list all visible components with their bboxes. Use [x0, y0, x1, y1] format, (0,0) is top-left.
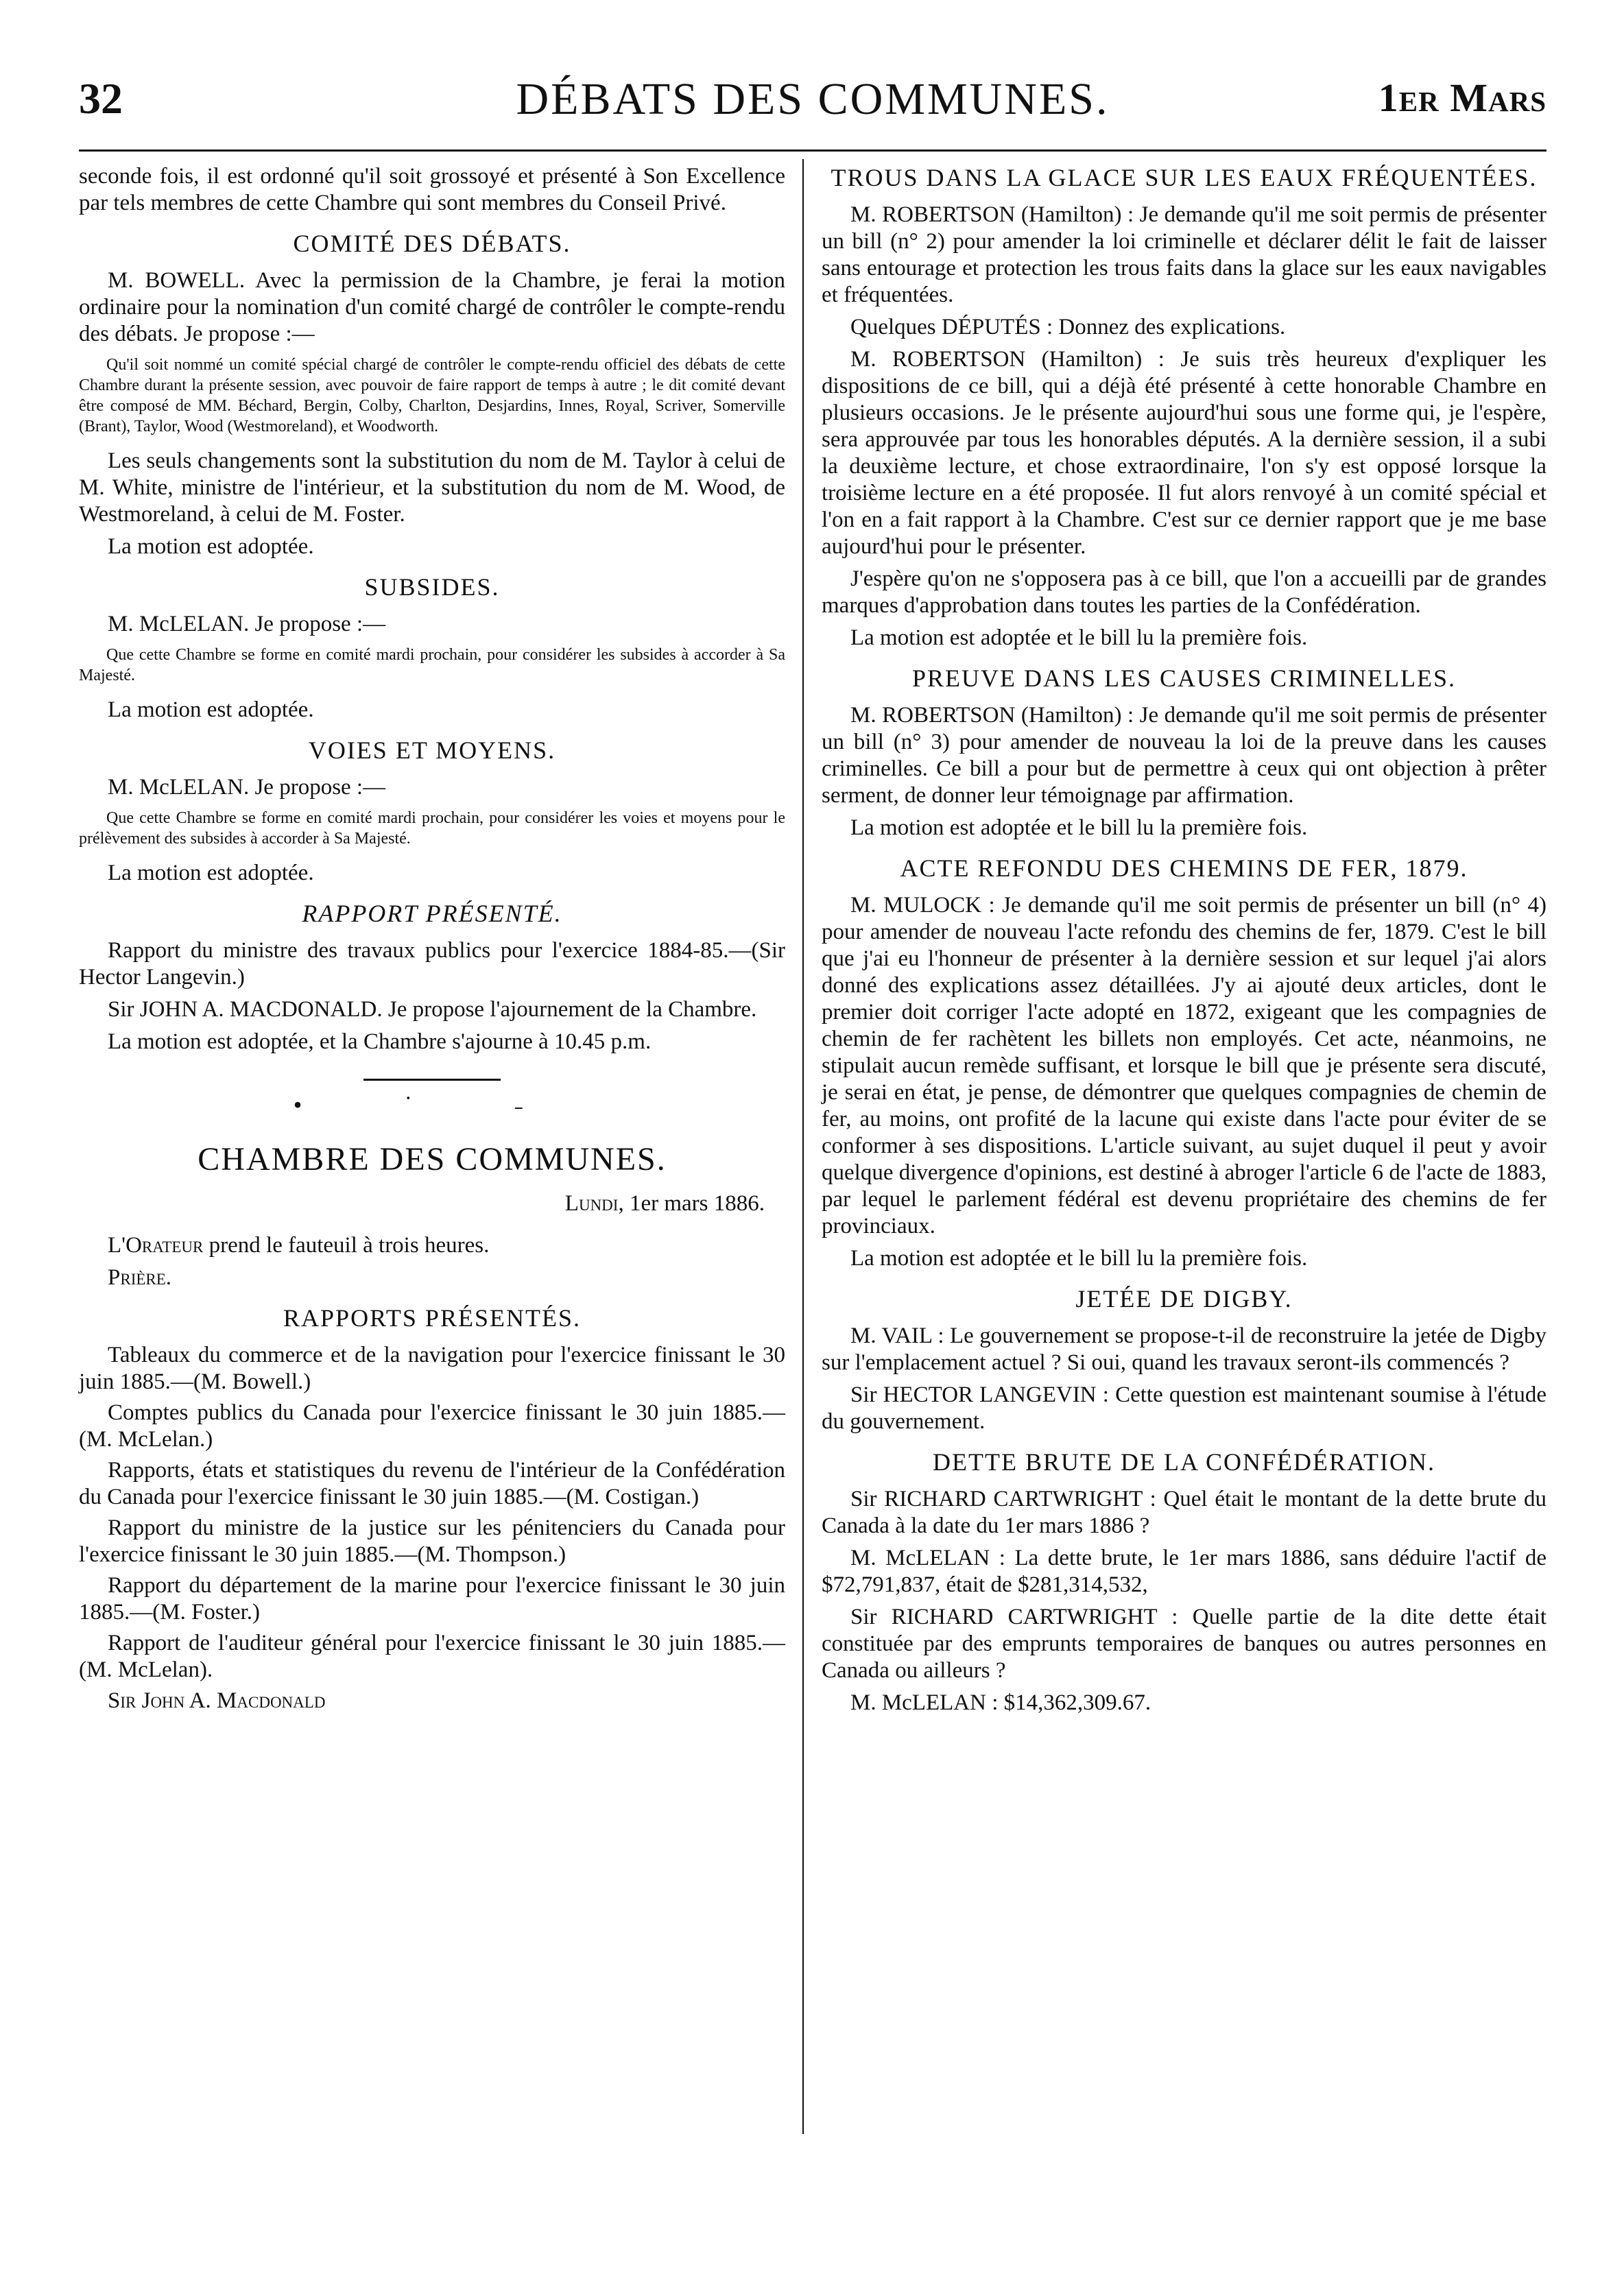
section-heading-jetee: JETÉE DE DIGBY.: [1075, 1285, 1293, 1313]
orateur-text: prend le fauteuil à trois heures.: [208, 1233, 490, 1258]
report-item: Sir John A. Macdonald: [108, 1688, 326, 1713]
section-heading-voies: VOIES ET MOYENS.: [308, 736, 556, 764]
report-item: Rapports, états et statistiques du revenu de l'intérieur de la Confédération du Canada pour l'exercice finissant le 30 juin 1885.—(M. Costigan.): [79, 1458, 785, 1509]
paragraph: Sir HECTOR LANGEVIN : Cette question est maintenant soumise à l'étude du gouvernement.: [822, 1382, 1547, 1434]
paragraph: La motion est adoptée et le bill lu la première fois.: [850, 625, 1308, 650]
section-divider: [363, 1079, 501, 1081]
paragraph: J'espère qu'on ne s'opposera pas à ce bill, que l'on a accueilli par de grandes marques d'approbation dans toutes les parties de la Confédération.: [822, 566, 1547, 618]
paragraph: Sir RICHARD CARTWRIGHT : Quel était le montant de la dette brute du Canada à la date du 1er mars 1886 ?: [822, 1487, 1547, 1538]
ornament-dots: • ˙ ˗: [293, 1091, 571, 1118]
right-column: [822, 163, 1547, 1722]
paragraph: M. McLELAN. Je propose :—: [108, 775, 386, 800]
paragraph: La motion est adoptée, et la Chambre s'ajourne à 10.45 p.m.: [108, 1029, 652, 1054]
paragraph: M. MULOCK : Je demande qu'il me soit permis de présenter un bill (n° 4) pour amender de nouveau l'acte refondu des chemins de fer, 1879. C'est le bill que j'ai eu l'honneur de présenter à la dernière session et sur lequel j'ai alors donné des explications assez détaillées. J'y ai ajouté deux articles, dont le premier doit corriger l'acte adopté en 1872, exigeant que les compagnies de chemin de fer rachètent les billets non employés. Cet acte, néanmoins, ne stipulait aucun remède suffisant, et lorsque le bill que je présente sera discuté, je serai en état, je pense, de démontrer que quelques compagnies de chemin de fer, au moins, ont profité de la lacune qui existe dans l'acte pour éviter de se conformer à ses dispositions. L'article suivant, au sujet duquel il peut y avoir quelque divergence d'opinions, est destiné à abroger l'article 6 de l'acte de 1883, par lequel le parlement fédéral est devenu propriétaire des chemins de fer provinciaux.: [822, 893, 1547, 1238]
paragraph: M. McLELAN : La dette brute, le 1er mars 1886, sans déduire l'actif de $72,791,837, était de $281,314,532,: [822, 1546, 1547, 1597]
section-heading-preuve: PREUVE DANS LES CAUSES CRIMINELLES.: [911, 664, 1457, 692]
priere: Prière.: [108, 1265, 172, 1290]
report-item: Comptes publics du Canada pour l'exercice finissant le 30 juin 1885.—(M. McLelan.): [79, 1400, 785, 1452]
section-heading-comite: COMITÉ DES DÉBATS.: [293, 230, 571, 257]
paragraph: [79, 1232, 785, 1259]
left-column: [79, 163, 785, 1718]
paragraph: M. McLELAN : $14,362,309.67.: [850, 1690, 1151, 1715]
paragraph: M. McLELAN. Je propose :—: [108, 612, 386, 636]
paragraph: Les seuls changements sont la substitution du nom de M. Taylor à celui de M. White, ministre de l'intérieur, et la substitution du nom de M. Wood, de Westmoreland, à celui de M. Foster.: [79, 448, 785, 527]
paragraph: La motion est adoptée.: [108, 861, 314, 885]
paragraph: Rapport du ministre des travaux publics pour l'exercice 1884-85.—(Sir Hector Langevin.): [79, 938, 785, 990]
paragraph: La motion est adoptée.: [108, 534, 314, 559]
section-heading-trous: TROUS DANS LA GLACE SUR LES EAUX FRÉQUENTÉES.: [831, 164, 1538, 191]
section-heading-subsides: SUBSIDES.: [364, 573, 500, 601]
sitting-heading: CHAMBRE DES COMMUNES.: [198, 1141, 667, 1177]
paragraph: La motion est adoptée et le bill lu la première fois.: [850, 1246, 1308, 1271]
page-number: 32: [79, 74, 123, 123]
report-item: Rapport de l'auditeur général pour l'exercice finissant le 30 juin 1885.—(M. McLelan).: [79, 1631, 785, 1682]
dateline-date: 1er mars 1886.: [629, 1191, 765, 1216]
paragraph: M. BOWELL. Avec la permission de la Chambre, je ferai la motion ordinaire pour la nomination d'un comité chargé de contrôler le compte-rendu des débats. Je propose :—: [79, 268, 785, 346]
paragraph: La motion est adoptée.: [108, 697, 314, 722]
report-item: Tableaux du commerce et de la navigation pour l'exercice finissant le 30 juin 1885.—(M. Bowell.): [79, 1343, 785, 1394]
dateline-day: Lundi,: [564, 1191, 624, 1216]
paragraph: Quelques DÉPUTÉS : Donnez des explications.: [850, 315, 1286, 339]
motion-text: Qu'il soit nommé un comité spécial chargé de contrôler le compte-rendu officiel des débats de cette Chambre durant la présente session, avec pouvoir de faire rapport de temps à autre ; le dit comité devant être composé de MM. Béchard, Bergin, Colby, Charlton, Desjardins, Innes, Royal, Scriver, Somerville (Brant), Taylor, Wood (Westmoreland), et Woodworth.: [79, 356, 785, 435]
header-date: 1er Mars: [1378, 75, 1547, 120]
paragraph: La motion est adoptée et le bill lu la première fois.: [850, 815, 1308, 840]
column-rule: [802, 159, 804, 2134]
report-item: Rapport du ministre de la justice sur les pénitenciers du Canada pour l'exercice finissant le 30 juin 1885.—(M. Thompson.): [79, 1516, 785, 1567]
running-header: [79, 65, 1547, 141]
orateur-label: L'Orateur: [108, 1233, 204, 1258]
journal-title: DÉBATS DES COMMUNES.: [516, 74, 1110, 124]
paragraph: M. ROBERTSON (Hamilton) : Je suis très heureux d'expliquer les dispositions de ce bill, qui a déjà été présenté à cette honorable Chambre en plusieurs occasions. Je le présente aujourd'hui sous une forme qui, je l'espère, sera approuvée par tous les honorables députés. A la dernière session, il a subi la deuxième lecture, et chose extraordinaire, l'on s'y est opposé lorsque la troisième lecture en a été proposée. Il fut alors renvoyé à un comité spécial et l'on en a fait rapport à la Chambre. C'est sur ce dernier rapport que je me base aujourd'hui pour le présenter.: [822, 347, 1547, 559]
section-heading-rapport: RAPPORT PRÉSENTÉ.: [302, 900, 562, 927]
sitting-dateline: [79, 1190, 765, 1217]
paragraph: M. ROBERTSON (Hamilton) : Je demande qu'il me soit permis de présenter un bill (n° 3) pour amender de nouveau la loi de la preuve dans les causes criminelles. Ce bill a pour but de permettre à ceux qui ont objection à prêter serment, de donner leur témoignage par affirmation.: [822, 703, 1547, 808]
paragraph: seconde fois, il est ordonné qu'il soit grossoyé et présenté à Son Excellence par tels membres de cette Chambre qui sont membres du Conseil Privé.: [79, 164, 785, 215]
section-heading-dette: DETTE BRUTE DE LA CONFÉDÉRATION.: [933, 1448, 1435, 1476]
section-heading-acte: ACTE REFONDU DES CHEMINS DE FER, 1879.: [900, 854, 1468, 882]
paragraph: Sir JOHN A. MACDONALD. Je propose l'ajournement de la Chambre.: [108, 997, 757, 1022]
motion-text: Que cette Chambre se forme en comité mardi prochain, pour considérer les voies et moyens pour le prélèvement des subsides à accorder à Sa Majesté.: [79, 809, 785, 848]
paragraph: Sir RICHARD CARTWRIGHT : Quelle partie de la dite dette était constituée par des emprunts temporaires de banques ou autres personnes en Canada ou ailleurs ?: [822, 1605, 1547, 1683]
section-heading-rapports: RAPPORTS PRÉSENTÉS.: [283, 1304, 581, 1332]
paragraph: M. ROBERTSON (Hamilton) : Je demande qu'il me soit permis de présenter un bill (n° 2) pour amender la loi criminelle et déclarer délit le fait de laisser sans entourage et protection les trous faits dans la glace sur les eaux navigables et fréquentées.: [822, 202, 1547, 307]
motion-text: Que cette Chambre se forme en comité mardi prochain, pour considérer les subsides à accorder à Sa Majesté.: [79, 646, 785, 684]
report-item: Rapport du département de la marine pour l'exercice finissant le 30 juin 1885.—(M. Foster.): [79, 1573, 785, 1625]
header-rule: [79, 149, 1547, 152]
paragraph: M. VAIL : Le gouvernement se propose-t-il de reconstruire la jetée de Digby sur l'emplacement actuel ? Si oui, quand les travaux seront-ils commencés ?: [822, 1323, 1547, 1375]
